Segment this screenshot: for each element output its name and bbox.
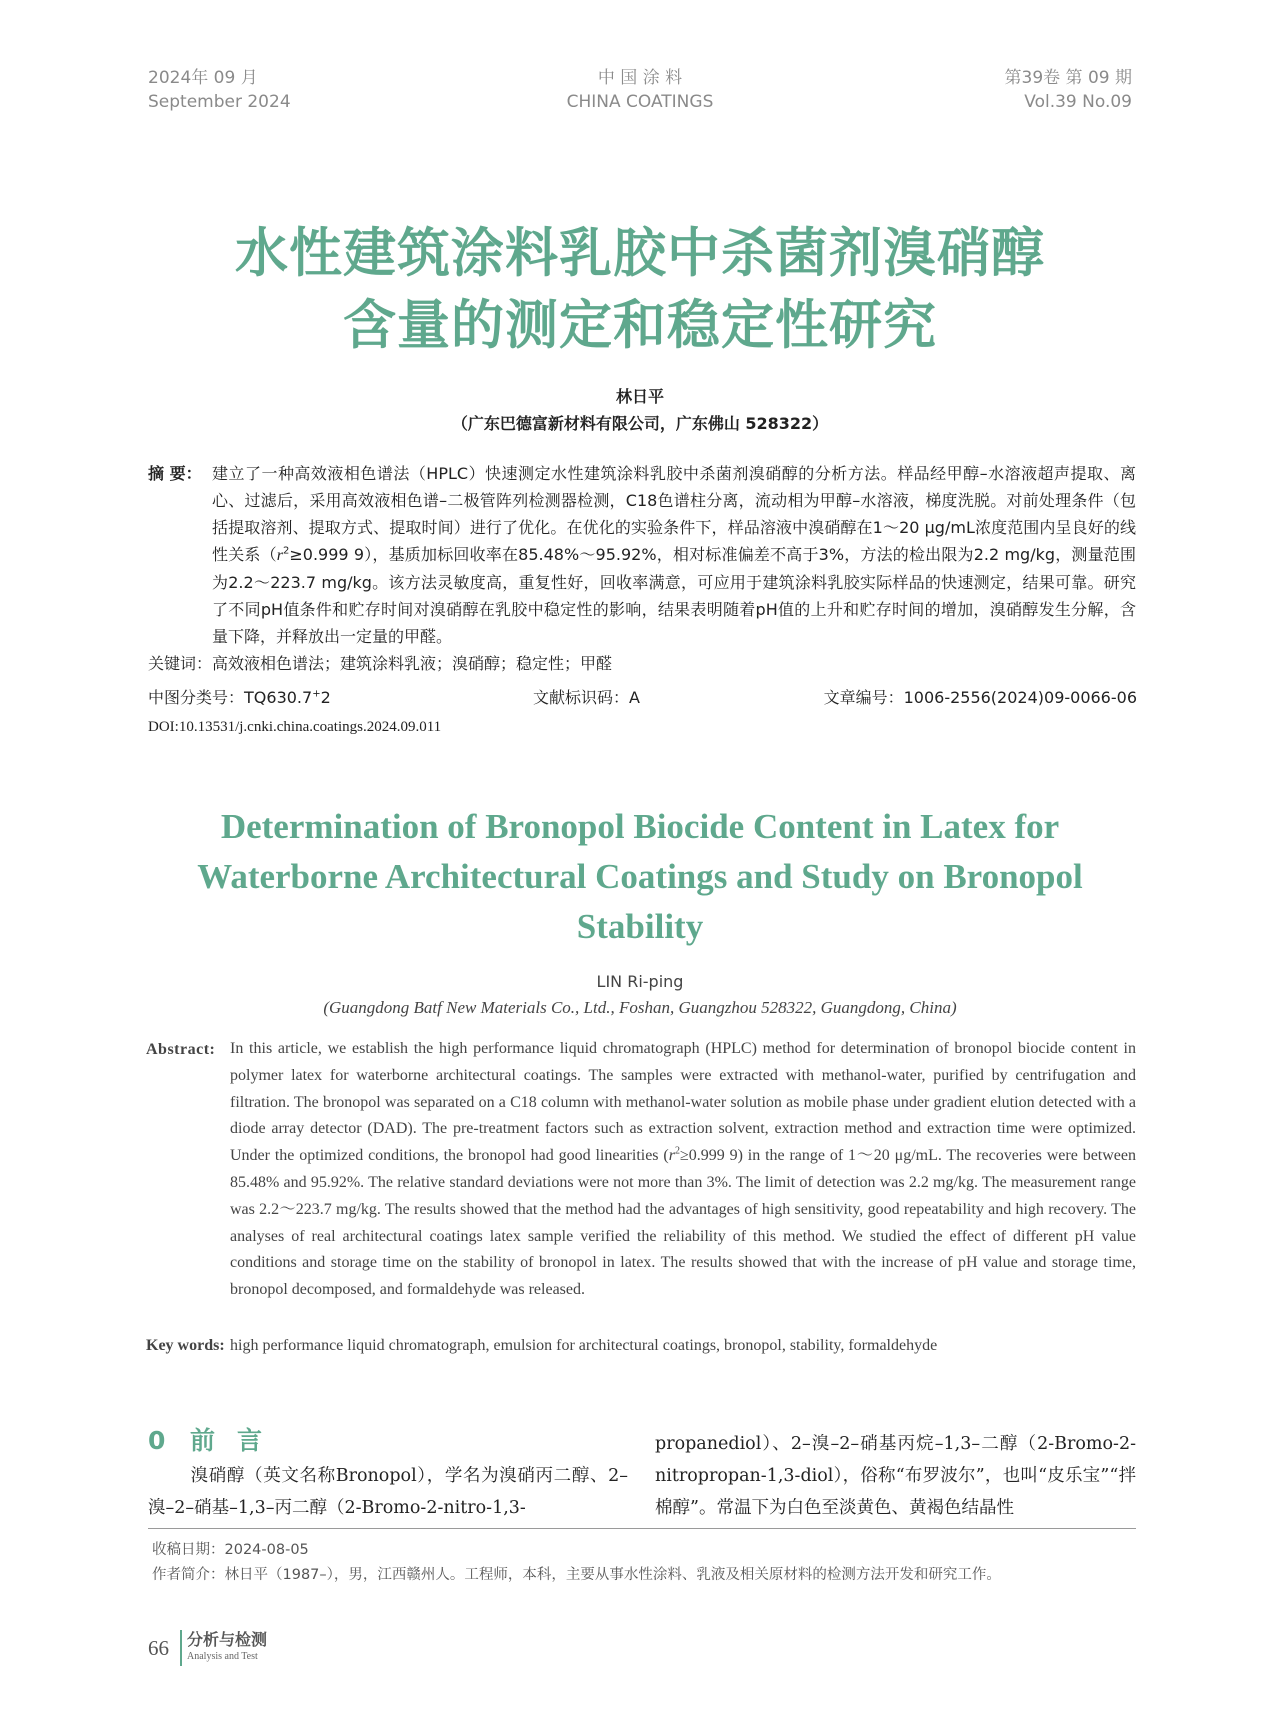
section-title: 前言	[190, 1426, 285, 1455]
body-column-left	[148, 1460, 628, 1524]
clc-label: 中图分类号：	[148, 688, 245, 707]
abstract-en-r: r	[668, 1147, 675, 1165]
title-en-line-1: Determination of Bronopol Biocide Content in Latex for	[220, 807, 1060, 846]
clc-value: TQ630.7	[244, 688, 313, 707]
abstract-cn-sup: 2	[283, 545, 290, 557]
header-journal	[440, 66, 840, 114]
body-column-right: propanediol）、2–溴–2–硝基丙烷–1,3–二醇（2-Bromo-2-nitropropan-1,3-diol），俗称“布罗波尔”，也叫“皮乐宝”“拌棉醇”。常温下为白色至淡黄色、黄褐色结晶性	[655, 1434, 1136, 1518]
abstract-en-body	[230, 1036, 1136, 1304]
footnote-received: 收稿日期：2024-08-05	[152, 1542, 309, 1558]
section-number: 0	[148, 1426, 166, 1455]
abstract-en-text-1: In this article, we establish the high performance liquid chromatograph (HPLC) method for determination of bronopol biocide content in polymer latex for waterborne architectural coatings. The samples were extracted with methanol-water, purified by centrifugation and filtration. The bronopol was separated on a C18 column with methanol-water solution as mobile phase under gradient elution detected with a diode array detector (DAD). The pre-treatment factors such as extraction solvent, extraction method and extraction time were optimized. Under the optimized conditions, the bronopol had good linearities (	[230, 1040, 1136, 1165]
header-date-en: September 2024	[148, 92, 291, 112]
page-number: 66	[148, 1636, 169, 1660]
header-volume-en: Vol.39 No.09	[1024, 92, 1132, 112]
keywords-cn	[148, 652, 1138, 676]
header-date-cn: 2024年 09 月	[148, 68, 258, 88]
header-volume	[1005, 66, 1132, 114]
title-en-line-2: Waterborne Architectural Coatings and Study on Bronopol	[197, 857, 1083, 896]
abstract-cn-r: r	[276, 547, 283, 564]
abstract-cn-body	[212, 460, 1136, 650]
header-journal-en: CHINA COATINGS	[566, 92, 714, 112]
affiliation-cn: （广东巴德富新材料有限公司，广东佛山 528322）	[451, 414, 829, 433]
affiliation-en: (Guangdong Batf New Materials Co., Ltd., Foshan, Guangzhou 528322, Guangdong, China)	[323, 998, 957, 1017]
author-cn: 林日平	[615, 387, 664, 406]
abstract-en-label: Abstract:	[146, 1041, 216, 1058]
footnote-divider	[148, 1528, 1136, 1529]
footnote-author-bio: 作者简介：林日平（1987–），男，江西赣州人。工程师，本科，主要从事水性涂料、乳液及相关原材料的检测方法开发和研究工作。	[152, 1567, 1001, 1583]
header-date	[148, 66, 291, 114]
keywords-cn-text: 高效液相色谱法；建筑涂料乳液；溴硝醇；稳定性；甲醛	[212, 654, 613, 673]
keywords-en-text: high performance liquid chromatograph, emulsion for architectural coatings, bronopol, stability, formaldehyde	[230, 1337, 938, 1354]
abstract-cn-label: 摘 要：	[148, 464, 202, 483]
title-cn-line-2: 含量的测定和稳定性研究	[343, 295, 937, 356]
abstract-en-sup: 2	[674, 1145, 680, 1157]
header-journal-cn: 中 国 涂 料	[597, 68, 683, 88]
keywords-en-label: Key words:	[146, 1337, 225, 1354]
footer-section-cn: 分析与检测	[187, 1630, 268, 1649]
abstract-en-text-2: ≥0.999 9) in the range of 1～20 μg/mL. The recoveries were between 85.48% and 95.92%. The relative standard deviations were not more than 3%. The limit of detection was 2.2 mg/kg. The measurement range was 2.2～223.7 mg/kg. The results showed that the method had the advantages of high sensitivity, good repeatability and high recovery. The analyses of real architectural coatings latex sample verified the reliability of this method. We studied the effect of different pH value conditions and storage time on the stability of bronopol in latex. The results showed that with the increase of pH value and storage time, bronopol decomposed, and formaldehyde was released.	[230, 1147, 1136, 1299]
clc-sup: +	[312, 688, 321, 700]
document-code: 文献标识码：A	[533, 688, 640, 707]
section-heading	[148, 1424, 284, 1458]
footer-divider-bar	[180, 1630, 182, 1666]
doi: DOI:10.13531/j.cnki.china.coatings.2024.09.011	[148, 719, 442, 735]
author-en: LIN Ri-ping	[596, 972, 684, 991]
footer-section-en: Analysis and Test	[187, 1651, 258, 1662]
title-cn-line-1: 水性建筑涂料乳胶中杀菌剂溴硝醇	[235, 223, 1045, 284]
abstract-cn-text-2: ≥0.999 9），基质加标回收率在85.48%～95.92%，相对标准偏差不高于3%，方法的检出限为2.2 mg/kg，测量范围为2.2～223.7 mg/kg。该方法灵敏度高，重复性好，回收率满意，可应用于建筑涂料乳胶实际样品的快速测定，结果可靠。研究了不同pH值条件和贮存时间对溴硝醇在乳胶中稳定性的影响，结果表明随着pH值的上升和贮存时间的增加，溴硝醇发生分解，含量下降，并释放出一定量的甲醛。	[212, 545, 1136, 646]
title-en-line-3: Stability	[576, 907, 704, 946]
keywords-cn-label: 关键词：	[148, 654, 213, 673]
clc-number	[148, 686, 331, 710]
article-number: 文章编号：1006-2556(2024)09-0066-06	[823, 688, 1137, 707]
header-volume-cn: 第39卷 第 09 期	[1004, 68, 1132, 88]
body-left-text: 溴硝醇（英文名称Bronopol），学名为溴硝丙二醇、2–溴–2–硝基–1,3–丙二醇（2-Bromo-2-nitro-1,3-	[148, 1466, 628, 1518]
clc-tail: 2	[320, 688, 331, 707]
abstract-cn-text-1: 建立了一种高效液相色谱法（HPLC）快速测定水性建筑涂料乳胶中杀菌剂溴硝醇的分析方法。样品经甲醇–水溶液超声提取、离心、过滤后，采用高效液相色谱–二极管阵列检测器检测，C18色谱柱分离，流动相为甲醇–水溶液，梯度洗脱。对前处理条件（包括提取溶剂、提取方式、提取时间）进行了优化。在优化的实验条件下，样品溶液中溴硝醇在1～20 μg/mL浓度范围内呈良好的线性关系（	[212, 464, 1136, 564]
